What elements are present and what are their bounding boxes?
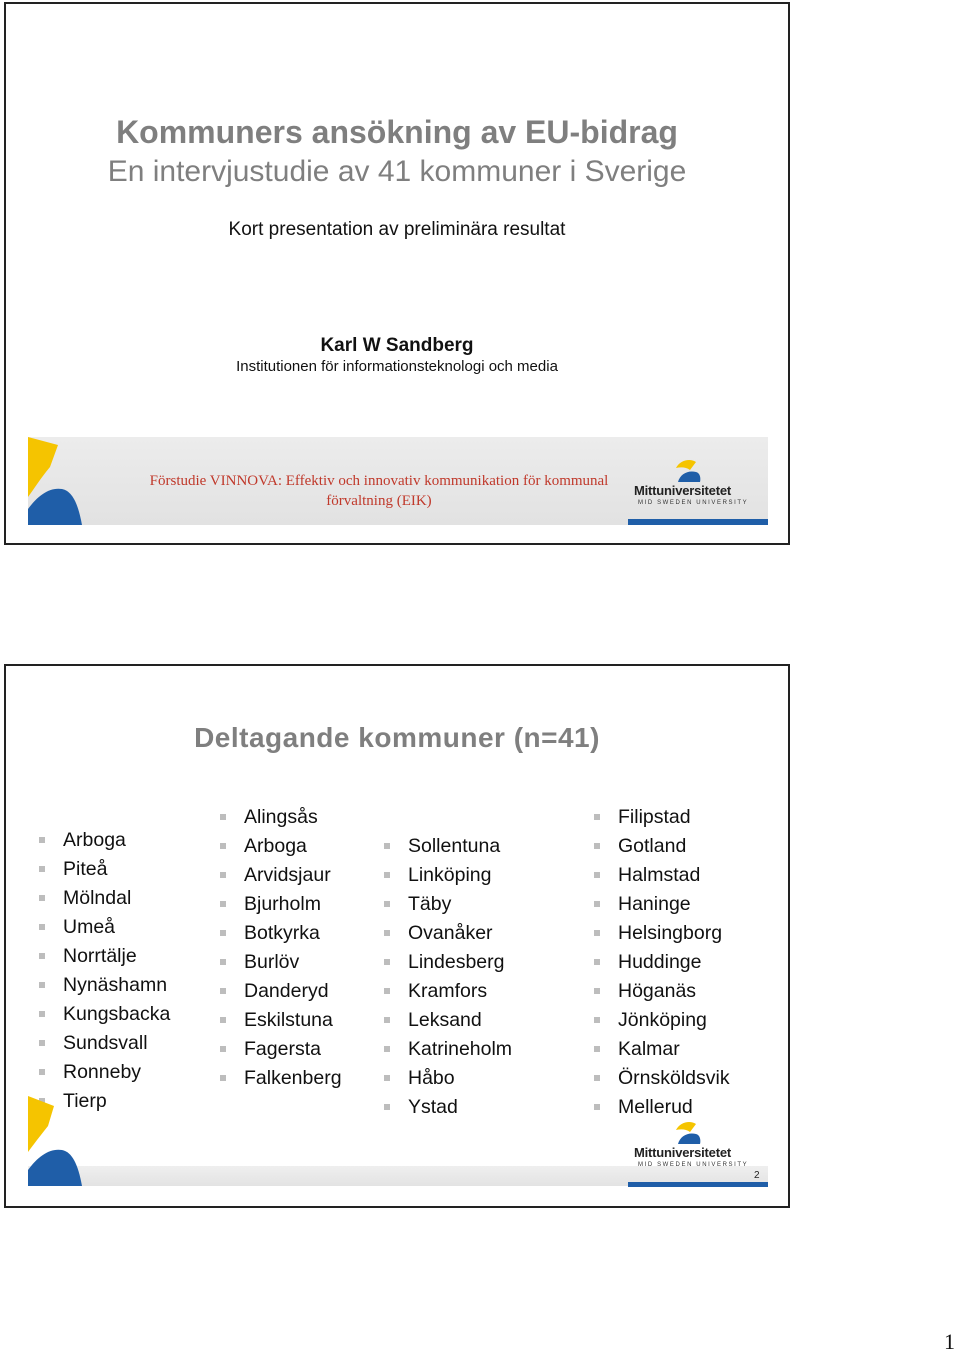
bullet-icon [39,895,45,901]
logo-underline [628,1182,768,1187]
bullet-icon [384,1017,390,1023]
bullet-icon [39,837,45,843]
municipality-list-item [384,948,512,977]
bullet-icon [220,988,226,994]
municipality-name: Arboga [63,829,126,851]
municipality-list-item [220,803,342,832]
bullet-icon [39,1011,45,1017]
bullet-icon [220,814,226,820]
municipality-name: Ystad [408,1096,458,1118]
university-logo-sub: MID SWEDEN UNIVERSITY [638,500,749,506]
slide-page-number: 2 [754,1170,760,1181]
bullet-icon [594,988,600,994]
bullet-icon [220,872,226,878]
municipality-name: Nynäshamn [63,974,168,996]
municipality-name: Örnsköldsvik [618,1067,730,1089]
bullet-icon [594,872,600,878]
municipality-name: Halmstad [618,864,701,886]
municipality-list-item [39,942,170,971]
municipality-name: Filipstad [618,806,691,828]
municipality-list-item [39,1058,170,1087]
slide-heading: Deltagande kommuner (n=41) [194,722,600,753]
municipality-name: Norrtälje [63,945,137,967]
university-logo-sub: MID SWEDEN UNIVERSITY [638,1162,749,1168]
bullet-icon [594,843,600,849]
university-logo [634,458,749,510]
bullet-icon [39,924,45,930]
bullet-icon [384,959,390,965]
municipality-name: Ovanåker [408,922,493,944]
bullet-icon [220,959,226,965]
bullet-icon [220,1017,226,1023]
municipality-list-item [39,855,170,884]
municipality-list-item [220,861,342,890]
municipality-list-item [384,1006,512,1035]
municipality-list-item [39,1029,170,1058]
municipality-list-item [594,832,730,861]
bullet-icon [39,866,45,872]
municipality-list-item [220,948,342,977]
university-logo [634,1120,749,1172]
municipality-name: Fagersta [244,1038,321,1060]
logo-underline [628,519,768,525]
municipality-name: Botkyrka [244,922,320,944]
municipality-name: Täby [408,893,452,915]
municipality-list-item [39,971,170,1000]
municipality-name: Falkenberg [244,1067,342,1089]
brand-swoosh-icon [28,437,88,527]
slide-title-heading: Kommuners ansökning av EU-bidrag [116,114,678,150]
municipality-list-item [594,861,730,890]
municipality-name: Arvidsjaur [244,864,331,886]
municipality-list-item [594,803,730,832]
municipality-list-item [384,919,512,948]
municipality-list-column-2 [220,803,342,1093]
bullet-icon [220,930,226,936]
municipality-list-item [594,977,730,1006]
municipality-name: Mölndal [63,887,132,909]
university-logo-mark-icon [674,1120,702,1146]
municipality-list-item [384,977,512,1006]
slide-subtitle: En intervjustudie av 41 kommuner i Sverige [107,155,687,188]
municipality-list-item [594,890,730,919]
municipality-list-item [384,1093,512,1122]
municipality-list-column-1 [39,826,170,1116]
bullet-icon [220,901,226,907]
municipality-list-item [384,1035,512,1064]
municipality-list-item [220,890,342,919]
municipality-list-item [220,832,342,861]
municipality-list-item [220,977,342,1006]
municipality-name: Umeå [63,916,116,938]
municipality-list-item [220,919,342,948]
municipality-list-item [39,913,170,942]
bullet-icon [594,959,600,965]
municipality-name: Lindesberg [408,951,505,973]
bullet-icon [220,1075,226,1081]
university-logo-name: Mittuniversitetet [634,1145,732,1160]
municipality-list-item [594,1035,730,1064]
municipality-name: Jönköping [618,1009,707,1031]
municipality-list-item [220,1006,342,1035]
bullet-icon [39,1069,45,1075]
bullet-icon [384,1046,390,1052]
document-page-number: 1 [944,1329,955,1354]
bullet-icon [594,901,600,907]
footer-line-1: Förstudie VINNOVA: Effektiv och innovativ kommunikation för kommunal [149,473,609,489]
bullet-icon [220,1046,226,1052]
municipality-list-column-4 [594,803,730,1122]
municipality-list-item [39,1000,170,1029]
bullet-icon [594,814,600,820]
municipality-name: Mellerud [618,1096,693,1118]
municipality-list-item [594,1006,730,1035]
bullet-icon [594,1104,600,1110]
municipality-name: Kungsbacka [63,1003,171,1025]
municipality-name: Sundsvall [63,1032,148,1054]
municipality-name: Arboga [244,835,307,857]
municipality-list-item [384,890,512,919]
bullet-icon [384,1104,390,1110]
bullet-icon [594,1017,600,1023]
municipality-list-item [384,1064,512,1093]
slide-lead-text: Kort presentation av preliminära resultat [228,219,566,240]
bullet-icon [220,843,226,849]
municipality-list-item [39,826,170,855]
bullet-icon [594,1075,600,1081]
municipality-list-item [594,1093,730,1122]
municipality-name: Gotland [618,835,687,857]
municipality-name: Kalmar [618,1038,680,1060]
slide-title [4,2,790,545]
municipality-list-item [594,919,730,948]
municipality-list-item [594,1064,730,1093]
slide-municipalities [4,664,790,1208]
bullet-icon [384,988,390,994]
municipality-name: Eskilstuna [244,1009,333,1031]
bullet-icon [384,930,390,936]
bullet-icon [384,901,390,907]
municipality-name: Helsingborg [618,922,723,944]
bullet-icon [384,1075,390,1081]
bullet-icon [39,1040,45,1046]
municipality-name: Burlöv [244,951,300,973]
municipality-name: Tierp [63,1090,107,1112]
municipality-name: Håbo [408,1067,455,1089]
municipality-name: Haninge [618,893,691,915]
municipality-list-item [384,832,512,861]
municipality-name: Bjurholm [244,893,321,915]
municipality-name: Leksand [408,1009,482,1031]
municipality-name: Danderyd [244,980,329,1002]
municipality-name: Kramfors [408,980,488,1002]
author-department: Institutionen för informationsteknologi och media [236,358,558,375]
brand-swoosh-icon [28,1096,88,1188]
bullet-icon [39,953,45,959]
municipality-list-item [594,948,730,977]
university-logo-name: Mittuniversitetet [634,483,732,498]
municipality-list-item [39,884,170,913]
bullet-icon [39,982,45,988]
footer-line-2: förvaltning (EIK) [326,493,432,509]
municipality-list-item [384,861,512,890]
municipality-list-item [220,1035,342,1064]
bullet-icon [594,1046,600,1052]
municipality-name: Katrineholm [408,1038,513,1060]
municipality-name: Huddinge [618,951,702,973]
municipality-name: Piteå [63,858,108,880]
municipality-name: Höganäs [618,980,697,1002]
university-logo-mark-icon [674,458,702,484]
municipality-name: Sollentuna [408,835,501,857]
municipality-name: Ronneby [63,1061,142,1083]
author-name: Karl W Sandberg [320,335,474,356]
municipality-list-column-3 [384,832,512,1122]
municipality-name: Alingsås [244,806,318,828]
footer-project-text [124,471,634,511]
municipality-list-item [220,1064,342,1093]
bullet-icon [594,930,600,936]
municipality-name: Linköping [408,864,492,886]
bullet-icon [384,843,390,849]
bullet-icon [384,872,390,878]
